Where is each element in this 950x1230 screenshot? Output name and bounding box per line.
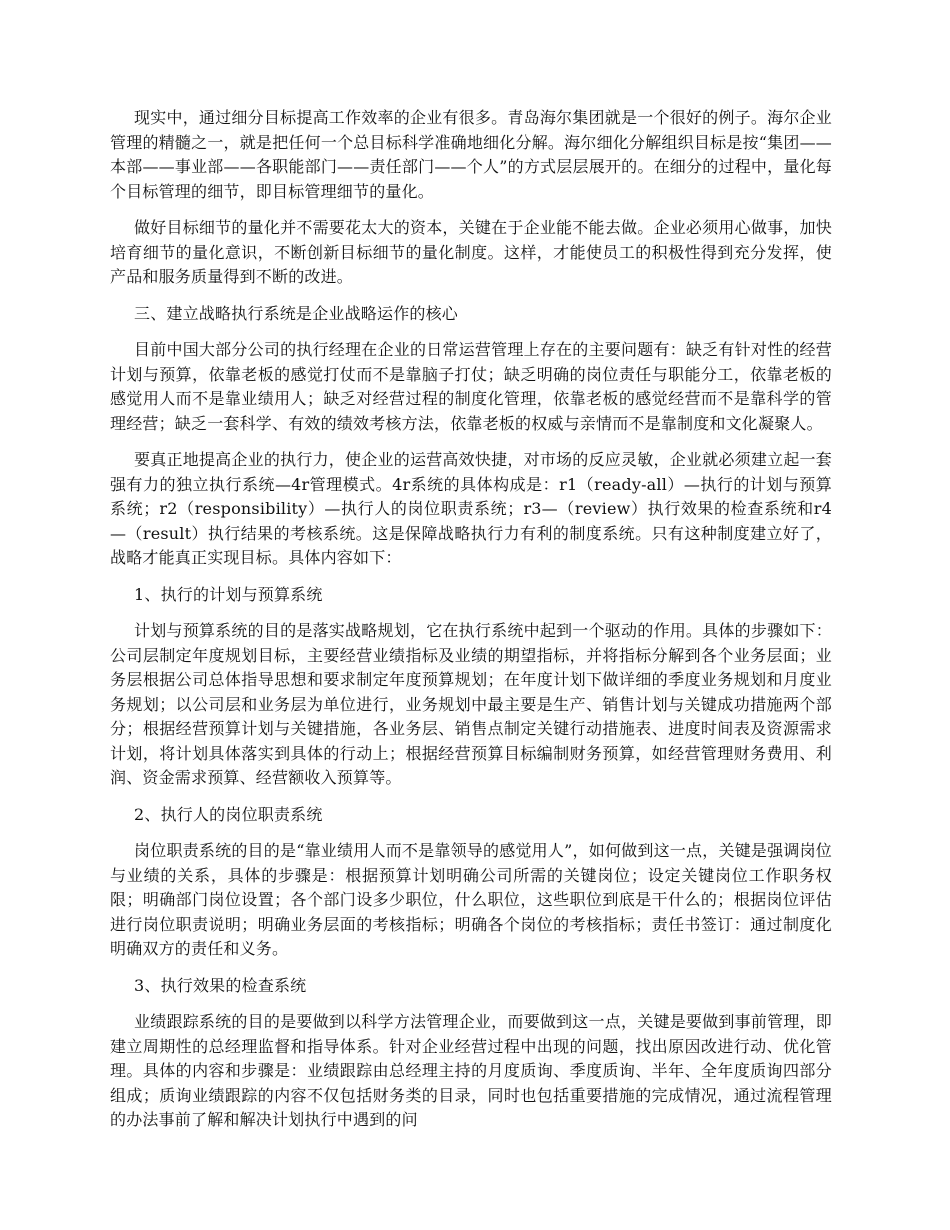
paragraph: 岗位职责系统的目的是“靠业绩用人而不是靠领导的感觉用人”，如何做到这一点，关键是强调岗位与业绩的关系，具体的步骤是：根据预算计划明确公司所需的关键岗位；设定关键岗位工作职务权限；明确部门岗位设置；各个部门设多少职位，什么职位，这些职位到底是干什么的；根据岗位评估进行岗位职责说明；明确业务层面的考核指标；明确各个岗位的考核指标；责任书签订：通过制度化明确双方的责任和义务。 — [110, 841, 832, 958]
document-page — [110, 106, 832, 1145]
subsection-heading: 1、执行的计划与预算系统 — [134, 584, 323, 604]
paragraph: 要真正地提高企业的执行力，使企业的运营高效快捷，对市场的反应灵敏，企业就必须建立起一套强有力的独立执行系统—4r管理模式。4r系统的具体构成是：r1（ready-all）—执行的计划与预算系统；r2（responsibility）—执行人的岗位职责系统；r3—（review）执行效果的检查系统和r4—（result）执行结果的考核系统。这是保障战略执行力有利的制度系统。只有这种制度建立好了，战略才能真正实现目标。具体内容如下： — [110, 450, 832, 567]
paragraph: 计划与预算系统的目的是落实战略规划，它在执行系统中起到一个驱动的作用。具体的步骤如下：公司层制定年度规划目标，主要经营业绩指标及业绩的期望指标，并将指标分解到各个业务层面；业务层根据公司总体指导思想和要求制定年度预算规划；在年度计划下做详细的季度业务规划和月度业务规划；以公司层和业务层为单位进行，业务规划中最主要是生产、销售计划与关键成功措施两个部分；根据经营预算计划与关键措施，各业务层、销售点制定关键行动措施表、进度时间表及资源需求计划，将计划具体落实到具体的行动上；根据经营预算目标编制财务预算，如经营管理财务费用、利润、资金需求预算、经营额收入预算等。 — [110, 621, 832, 787]
subsection-heading: 2、执行人的岗位职责系统 — [134, 804, 323, 824]
paragraph: 业绩跟踪系统的目的是要做到以科学方法管理企业，而要做到这一点，关键是要做到事前管理，即建立周期性的总经理监督和指导体系。针对企业经营过程中出现的问题，找出原因改进行动、优化管理。具体的内容和步骤是：业绩跟踪由总经理主持的月度质询、季度质询、半年、全年度质询四部分组成；质询业绩跟踪的内容不仅包括财务类的目录，同时也包括重要措施的完成情况，通过流程管理的办法事前了解和解决计划执行中遇到的问 — [110, 1012, 832, 1129]
subsection-heading: 3、执行效果的检查系统 — [134, 975, 307, 995]
section-heading: 三、建立战略执行系统是企业战略运作的核心 — [134, 303, 459, 323]
paragraph: 目前中国大部分公司的执行经理在企业的日常运营管理上存在的主要问题有：缺乏有针对性的经营计划与预算，依靠老板的感觉打仗而不是靠脑子打仗；缺乏明确的岗位责任与职能分工，依靠老板的感觉用人而不是靠业绩用人；缺乏对经营过程的制度化管理，依靠老板的感觉经营而不是靠科学的管理经营；缺乏一套科学、有效的绩效考核方法，依靠老板的权威与亲情而不是靠制度和文化凝聚人。 — [110, 340, 832, 433]
paragraph: 现实中，通过细分目标提高工作效率的企业有很多。青岛海尔集团就是一个很好的例子。海尔企业管理的精髓之一，就是把任何一个总目标科学准确地细化分解。海尔细化分解组织目标是按“集团——本部——事业部——各职能部门——责任部门——个人”的方式层层展开的。在细分的过程中，量化每个目标管理的细节，即目标管理细节的量化。 — [110, 108, 832, 201]
paragraph: 做好目标细节的量化并不需要花太大的资本，关键在于企业能不能去做。企业必须用心做事，加快培育细节的量化意识，不断创新目标细节的量化制度。这样，才能使员工的积极性得到充分发挥，使产品和服务质量得到不断的改进。 — [110, 218, 832, 286]
